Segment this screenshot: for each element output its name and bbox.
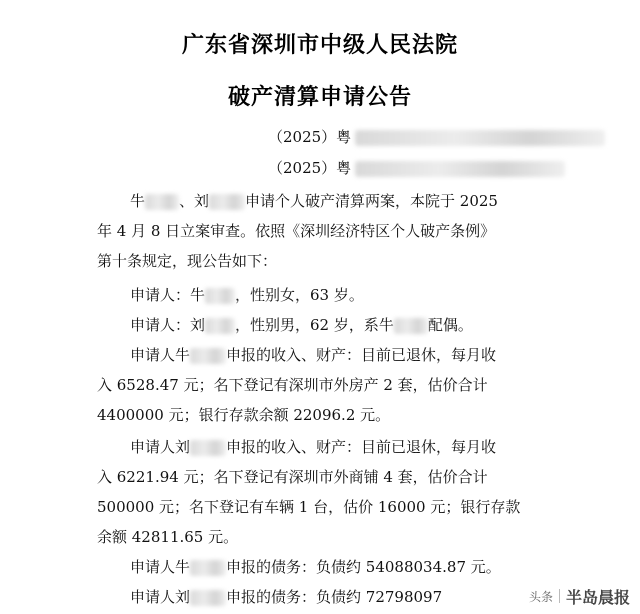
case-number-1 [268,126,605,147]
income-2-line-3: 500000 元；名下登记有车辆 1 台，估价 16000 元；银行存款 [97,498,521,516]
watermark [525,584,634,608]
redacted-text [209,194,245,210]
income-1-line-3: 4400000 元；银行存款余额 22096.2 元。 [97,406,391,424]
redacted-text [145,194,179,210]
announcement-title: 破产清算申请公告 [227,84,412,110]
case-number-2 [268,157,565,178]
intro-line-1: 牛 、刘 申请个人破产清算两案，本院于 2025 [130,192,498,210]
income-1-line-1: 申请人牛 申报的收入、财产：目前已退休，每月收 [130,346,497,364]
redacted-text [355,161,565,177]
redacted-text [190,590,226,606]
debt-2: 申请人刘 申报的债务：负债约 72798097 [130,588,443,606]
intro-line-3: 第十条规定，现公告如下： [97,252,278,270]
redacted-text [205,288,235,304]
redacted-text [355,130,605,146]
income-2-line-4: 余额 42811.65 元。 [97,528,239,546]
income-1-line-2: 入 6528.47 元；名下登记有深圳市外房产 2 套，估价合计 [97,376,488,394]
redacted-text [205,318,235,334]
redacted-text [394,318,428,334]
income-2-line-2: 入 6221.94 元；名下登记有深圳市外商铺 4 套，估价合计 [97,468,488,486]
debt-1: 申请人牛 申报的债务：负债约 54088034.87 元。 [130,558,501,576]
redacted-text [190,348,226,364]
redacted-text [190,440,226,456]
watermark-source: 半岛晨报 [565,587,630,607]
case-prefix: （2025）粤 [268,159,352,177]
intro-line-2: 年 4 月 8 日立案审查。依照《深圳经济特区个人破产条例》 [97,222,496,240]
case-prefix: （2025）粤 [268,128,352,146]
applicant-1: 申请人：牛 ，性别女，63 岁。 [130,286,364,304]
income-2-line-1: 申请人刘 申报的收入、财产：目前已退休，每月收 [130,438,497,456]
redacted-text [190,560,226,576]
toutiao-logo-icon: 头条 [528,589,553,604]
court-name: 广东省深圳市中级人民法院 [181,32,458,58]
watermark-divider [559,589,560,603]
applicant-2: 申请人：刘 ，性别男，62 岁，系牛 配偶。 [130,316,473,334]
